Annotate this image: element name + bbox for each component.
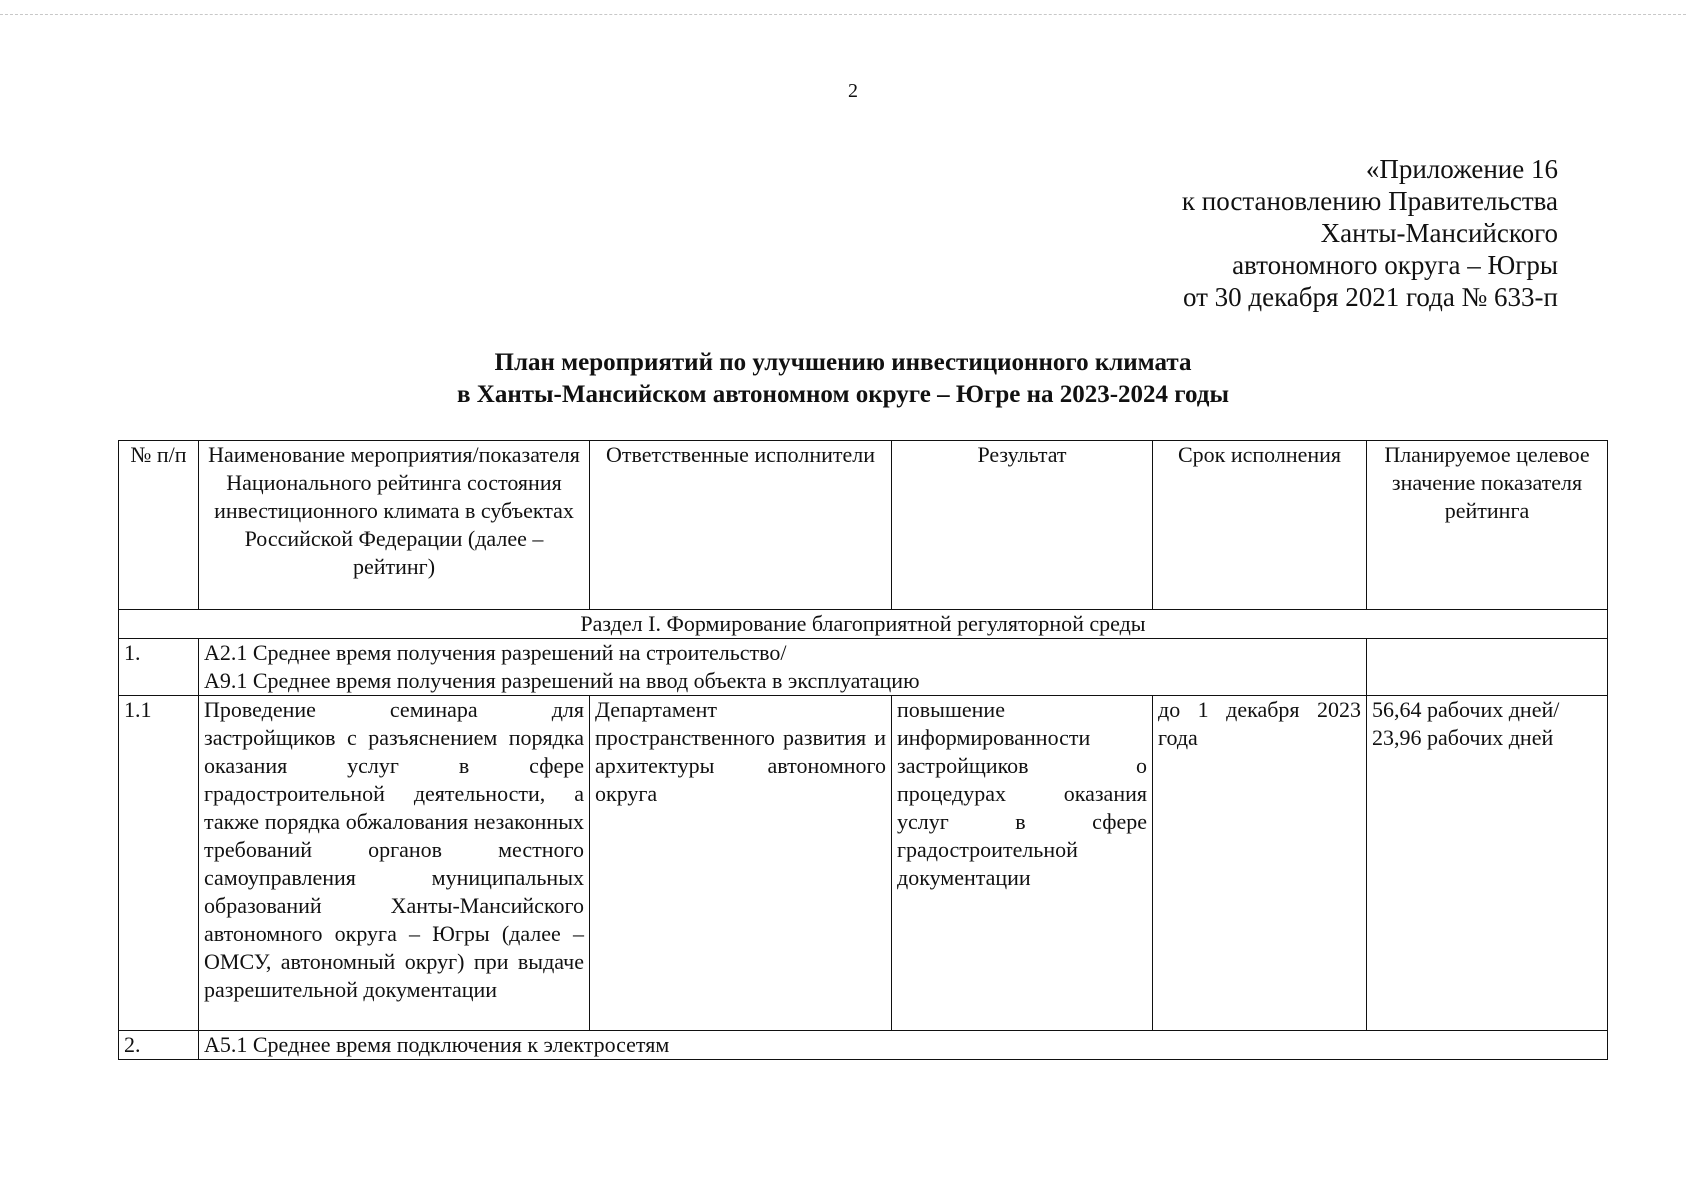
empty-cell [1367, 639, 1608, 696]
appendix-line: «Приложение 16 [1365, 154, 1558, 184]
table-row [119, 696, 1608, 1031]
target-value: 56,64 рабочих дней/ 23,96 рабочих дней [1367, 696, 1608, 1031]
table-row [119, 1031, 1608, 1060]
scan-edge-line [0, 14, 1686, 15]
header-name: Наименование мероприятия/показателя Национального рейтинга состояния инвестиционного климата в субъектах Российской Федерации (далее – рейтинг) [199, 441, 590, 610]
appendix-line: к постановлению Правительства [1181, 186, 1558, 216]
appendix-line: автономного округа – Югры [1232, 250, 1558, 280]
header-result: Результат [892, 441, 1153, 610]
measure-name: Проведение семинара для застройщиков с разъяснением порядка оказания услуг в сфере градостроительной деятельности, а также порядка обжалования незаконных требований органов местного самоуправления муниципальных образований Ханты-Мансийского автономного округа – Югры (далее – ОМСУ, автономный округ) при выдаче разрешительной документации [199, 696, 590, 1031]
table-row [119, 639, 1608, 696]
section-title: Раздел I. Формирование благоприятной регуляторной среды [119, 610, 1608, 639]
appendix-line: Ханты-Мансийского [1320, 218, 1558, 248]
row-number: 1.1 [119, 696, 199, 1031]
header-deadline: Срок исполнения [1153, 441, 1367, 610]
indicator-cell [199, 639, 1367, 696]
row-number: 1. [119, 639, 199, 696]
responsible-executors: Департамент пространственного развития и архитектуры автономного округа [590, 696, 892, 1031]
page-number: 2 [848, 80, 858, 102]
deadline: до 1 декабря 2023 года [1153, 696, 1367, 1031]
indicator-line: А9.1 Среднее время получения разрешений на ввод объекта в эксплуатацию [204, 668, 920, 693]
expected-result: повышение информированности застройщиков о процедурах оказания услуг в сфере градостроительной документации [892, 696, 1153, 1031]
header-target: Планируемое целевое значение показателя рейтинга [1367, 441, 1608, 610]
title-line-2: в Ханты-Мансийском автономном округе – Югре на 2023-2024 годы [457, 381, 1229, 408]
row-number: 2. [119, 1031, 199, 1060]
appendix-reference [1182, 153, 1558, 313]
document-title [0, 347, 1686, 411]
header-number: № п/п [119, 441, 199, 610]
indicator-line: А2.1 Среднее время получения разрешений на строительство/ [204, 640, 787, 665]
indicator-cell: А5.1 Среднее время подключения к электросетям [199, 1031, 1608, 1060]
header-executors: Ответственные исполнители [590, 441, 892, 610]
table-header-row [119, 441, 1608, 610]
plan-table [118, 440, 1608, 1060]
section-row [119, 610, 1608, 639]
title-line-1: План мероприятий по улучшению инвестиционного климата [494, 349, 1192, 376]
appendix-line: от 30 декабря 2021 года № 633-п [1182, 282, 1558, 312]
